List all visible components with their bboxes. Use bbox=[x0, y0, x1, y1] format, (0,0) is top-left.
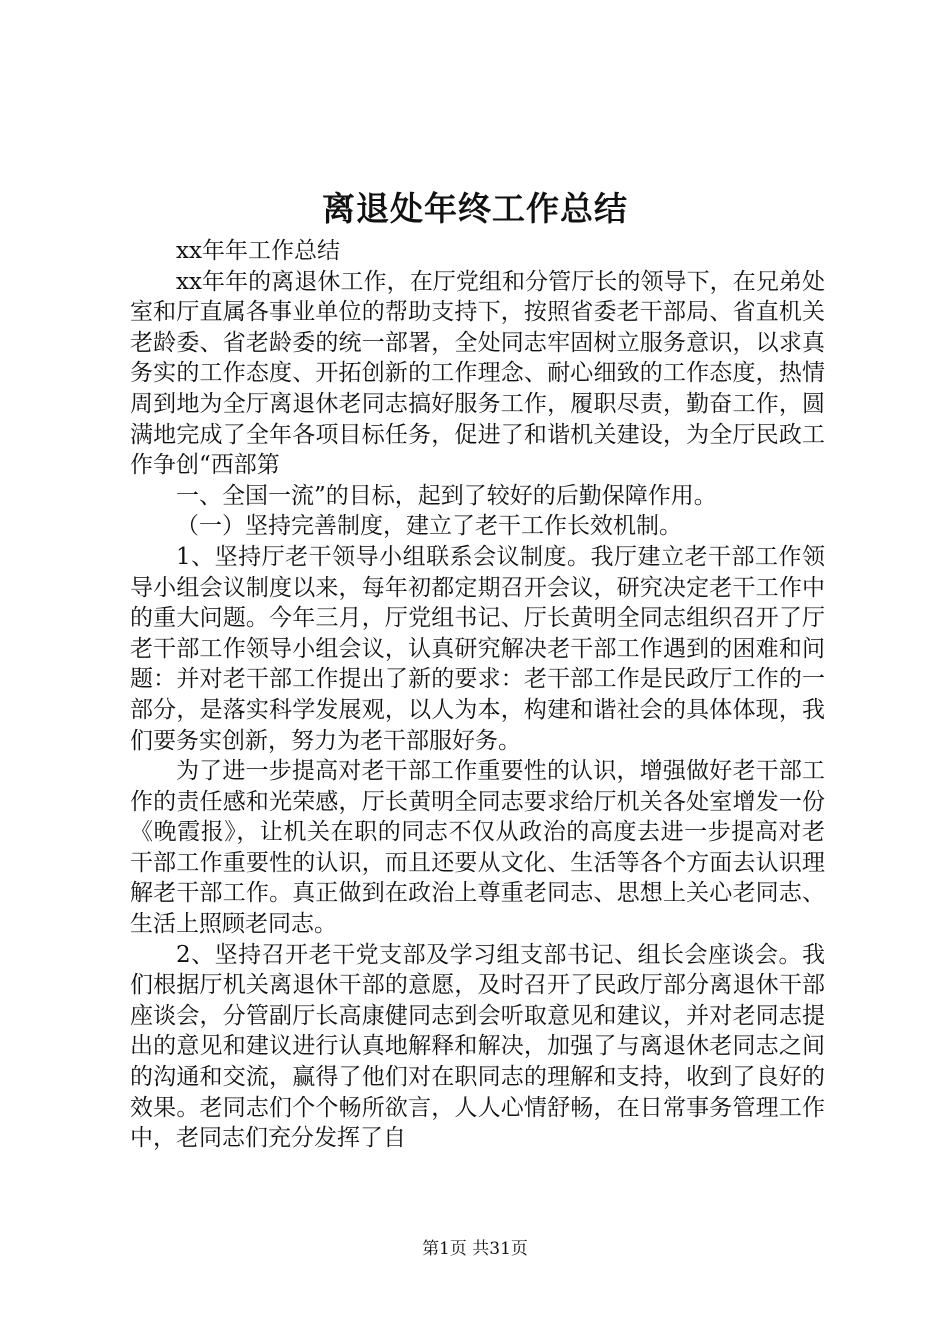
paragraph-item-1: 1、坚持厅老干领导小组联系会议制度。我厅建立老干部工作领导小组会议制度以来，每年初都定期召开会议，研究决定老干工作中的重大问题。今年三月，厅党组书记、厅长黄明全同志组织召开了厅老干部工作领导小组会议，认真研究解决老干部工作遇到的困难和问题：并对老干部工作提出了新的要求：老干部工作是民政厅工作的一部分，是落实科学发展观，以人为本，构建和谐社会的具体体现，我们要务实创新，努力为老干部服好务。 bbox=[130, 543, 825, 754]
paragraph-section-1: （一）坚持完善制度，建立了老干工作长效机制。 bbox=[176, 513, 682, 540]
document-title: 离退处年终工作总结 bbox=[322, 189, 628, 228]
paragraph-intro: xx年年的离退休工作，在厅党组和分管厅长的领导下，在兄弟处室和厅直属各事业单位的帮助支持下，按照省委老干部局、省直机关老龄委、省老龄委的统一部署，全处同志牢固树立服务意识，以求真务实的工作态度、开拓创新的工作理念、耐心细致的工作态度，热情周到地为全厅离退休老同志搞好服务工作，履职尽责，勤奋工作，圆满地完成了全年各项目标任务，促进了和谐机关建设，为全厅民政工作争创“西部第 bbox=[130, 268, 825, 479]
paragraph-heading: xx年年工作总结 bbox=[176, 238, 340, 264]
paragraph-goal: 一、全国一流”的目标，起到了较好的后勤保障作用。 bbox=[176, 482, 717, 509]
paragraph-item-2: 2、坚持召开老干党支部及学习组支部书记、组长会座谈会。我们根据厅机关离退休干部的意愿，及时召开了民政厅部分离退休干部座谈会，分管副厅长高康健同志到会听取意见和建议，并对老同志提出的意见和建议进行认真地解释和解决，加强了与离退休老同志之间的沟通和交流，赢得了他们对在职同志的理解和支持，收到了良好的效果。老同志们个个畅所欲言，人人心情舒畅，在日常事务管理工作中，老同志们充分发挥了自 bbox=[130, 941, 825, 1152]
page-footer: 第1页 共31页 bbox=[422, 1239, 528, 1259]
paragraph-item-1-detail: 为了进一步提高对老干部工作重要性的认识，增强做好老干部工作的责任感和光荣感，厅长黄明全同志要求给厅机关各处室增发一份《晚霞报》，让机关在职的同志不仅从政治的高度去进一步提高对老干部工作重要性的认识，而且还要从文化、生活等各个方面去认识理解老干部工作。真正做到在政治上尊重老同志、思想上关心老同志、生活上照顾老同志。 bbox=[130, 758, 825, 938]
document-body bbox=[130, 236, 825, 1154]
